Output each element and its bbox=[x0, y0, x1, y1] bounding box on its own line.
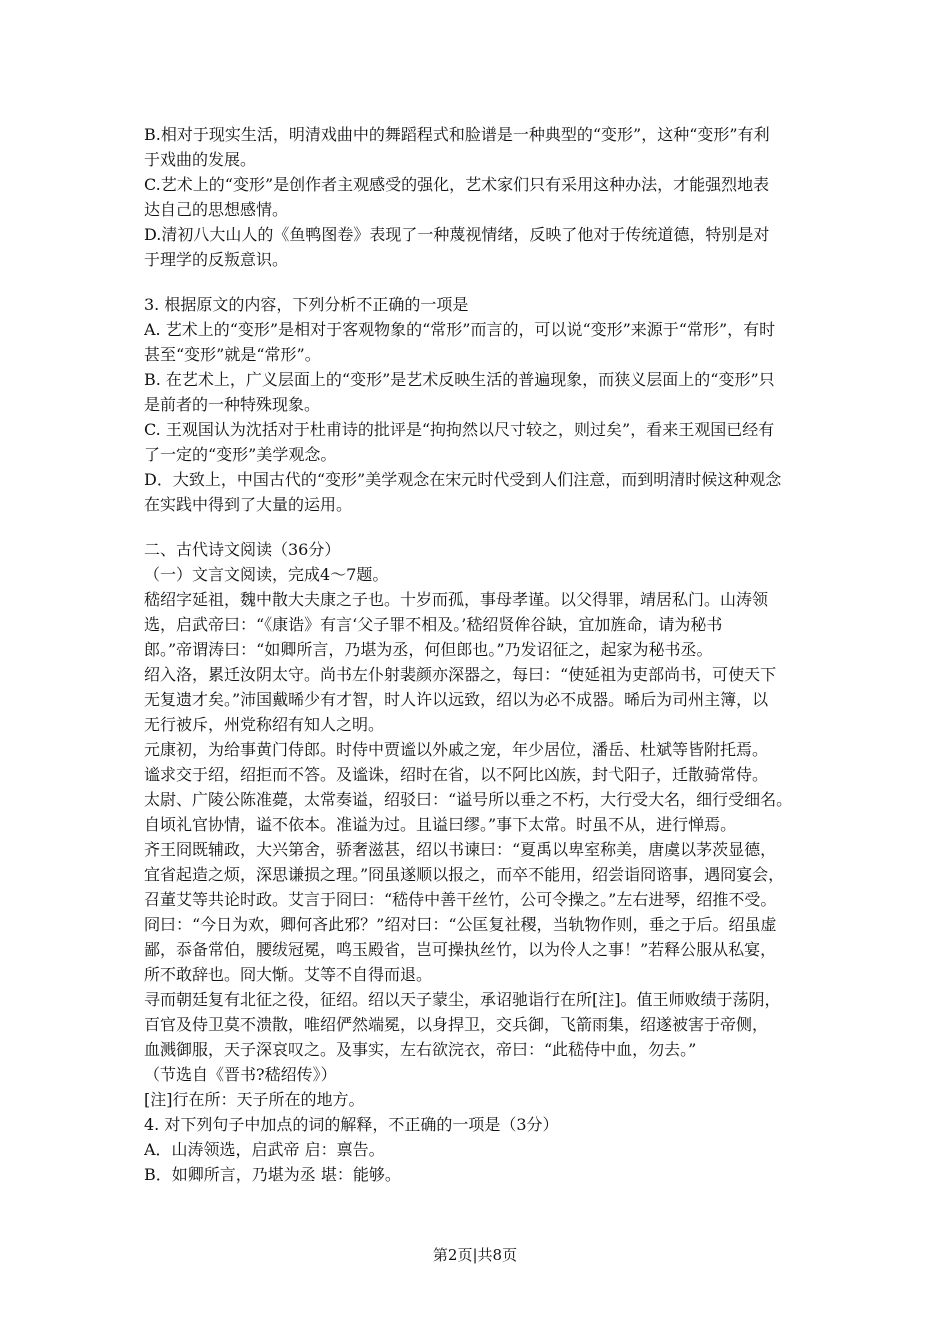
q3-line: 甚至“变形”就是“常形”。 bbox=[144, 345, 321, 364]
q4-stem: 4. 对下列句子中加点的词的解释，不正确的一项是（3分） bbox=[144, 1115, 559, 1134]
paragraph-gap bbox=[144, 272, 816, 292]
paragraph-gap bbox=[144, 517, 816, 537]
passage-line: 嵇绍字延祖，魏中散大夫康之子也。十岁而孤，事母孝谨。以父得罪，靖居私门。山涛领 bbox=[144, 590, 769, 609]
q3-stem: 3. 根据原文的内容，下列分析不正确的一项是 bbox=[144, 295, 469, 314]
subsection-heading: （一）文言文阅读，完成4～7题。 bbox=[144, 565, 389, 584]
q3-line: 是前者的一种特殊现象。 bbox=[144, 395, 321, 414]
passage-line: 寻而朝廷复有北征之役，征绍。绍以天子蒙尘，承诏驰诣行在所[注]。值王师败绩于荡阴， bbox=[144, 990, 781, 1009]
q3-line: 在实践中得到了大量的运用。 bbox=[144, 495, 353, 514]
passage-line: 宜省起造之烦，深思谦损之理。”冏虽遂顺以报之，而卒不能用，绍尝诣冏谘事，遇冏宴会， bbox=[144, 865, 785, 884]
passage-line: 鄙，忝备常伯，腰绂冠冕，鸣玉殿省，岂可操执丝竹，以为伶人之事！”若释公服从私宴， bbox=[144, 940, 777, 959]
passage-line: 血溅御服，天子深哀叹之。及事实，左右欲浣衣，帝曰：“此嵇侍中血，勿去。” bbox=[144, 1040, 697, 1059]
passage-line: 谧求交于绍，绍拒而不答。及谧诛，绍时在省，以不阿比凶族，封弋阳子，迁散骑常侍。 bbox=[144, 765, 769, 784]
q4-option: A．山涛领选，启武帝 启：禀告。 bbox=[144, 1140, 385, 1159]
q3-line: A. 艺术上的“变形”是相对于客观物象的“常形”而言的，可以说“变形”来源于“常形”，有时 bbox=[144, 320, 776, 339]
passage-line: 无行被斥，州党称绍有知人之明。 bbox=[144, 715, 385, 734]
q3-line: C. 王观国认为沈括对于杜甫诗的批评是“拘拘然以尺寸较之，则过矣”，看来王观国已经有 bbox=[144, 420, 775, 439]
passage-line: 元康初，为给事黄门侍郎。时侍中贾谧以外戚之宠，年少居位，潘岳、杜斌等皆附托焉。 bbox=[144, 740, 769, 759]
passage-line: 冏曰：“今日为欢，卿何吝此邪？”绍对曰：“公匡复社稷，当轨物作则，垂之于后。绍虽虚 bbox=[144, 915, 777, 934]
q2-line: 达自己的思想感情。 bbox=[144, 200, 289, 219]
passage-line: 百官及侍卫莫不溃散，唯绍俨然端冕，以身捍卫，交兵御，飞箭雨集，绍遂被害于帝侧， bbox=[144, 1015, 769, 1034]
passage-line: 所不敢辞也。冏大惭。艾等不自得而退。 bbox=[144, 965, 433, 984]
q2-line: 于理学的反叛意识。 bbox=[144, 250, 289, 269]
passage-line: 选，启武帝曰：“《康诰》有言‘父子罪不相及。’嵇绍贤侔谷缺，宜加旌命，请为秘书 bbox=[144, 615, 723, 634]
section-heading: 二、古代诗文阅读（36分） bbox=[144, 540, 341, 559]
q3-line: D．大致上，中国古代的“变形”美学观念在宋元时代受到人们注意，而到明清时候这种观念 bbox=[144, 470, 782, 489]
question-3 bbox=[144, 292, 816, 517]
passage-line: 太尉、广陵公陈准薨，太常奏谥，绍驳曰：“谥号所以垂之不朽，大行受大名，细行受细名。 bbox=[144, 790, 793, 809]
passage-line: 召董艾等共论时政。艾言于冏曰：“嵇侍中善干丝竹，公可令操之。”左右进琴，绍推不受。 bbox=[144, 890, 777, 909]
q2-line: B.相对于现实生活，明清戏曲中的舞蹈程式和脸谱是一种典型的“变形”，这种“变形”有利 bbox=[144, 125, 770, 144]
q3-line: B. 在艺术上，广义层面上的“变形”是艺术反映生活的普遍现象，而狭义层面上的“变形”只 bbox=[144, 370, 775, 389]
q4-option: B．如卿所言，乃堪为丞 堪：能够。 bbox=[144, 1165, 401, 1184]
passage-line: 自顷礼官协情，谥不依本。准谥为过。且谥曰缪。”事下太常。时虽不从，进行惮焉。 bbox=[144, 815, 737, 834]
q2-line: D.清初八大山人的《鱼鸭图卷》表现了一种蔑视情绪，反映了他对于传统道德，特别是对 bbox=[144, 225, 770, 244]
q3-line: 了一定的“变形”美学观念。 bbox=[144, 445, 337, 464]
q2-line: 于戏曲的发展。 bbox=[144, 150, 257, 169]
passage-note: [注]行在所：天子所在的地方。 bbox=[144, 1090, 365, 1109]
page-footer: 第2页|共8页 bbox=[432, 1246, 518, 1264]
document-page bbox=[144, 122, 816, 1187]
section-2-classical-reading bbox=[144, 537, 816, 1187]
passage-source: （节选自《晋书?嵇绍传》） bbox=[144, 1065, 337, 1084]
passage-line: 郎。”帝谓涛曰：“如卿所言，乃堪为丞，何但郎也。”乃发诏征之，起家为秘书丞。 bbox=[144, 640, 713, 659]
q2-line: C.艺术上的“变形”是创作者主观感受的强化，艺术家们只有采用这种办法，才能强烈地表 bbox=[144, 175, 770, 194]
passage-line: 无复遗才矣。”沛国戴晞少有才智，时人许以远致，绍以为必不成器。晞后为司州主簿，以 bbox=[144, 690, 769, 709]
passage-line: 齐王冏既辅政，大兴第舍，骄奢滋甚，绍以书谏曰：“夏禹以卑室称美，唐虞以茅茨显德， bbox=[144, 840, 777, 859]
question-2-options bbox=[144, 122, 816, 272]
passage-line: 绍入洛，累迁汝阴太守。尚书左仆射裴颜亦深器之，每曰：“使延祖为吏部尚书，可使天下 bbox=[144, 665, 777, 684]
